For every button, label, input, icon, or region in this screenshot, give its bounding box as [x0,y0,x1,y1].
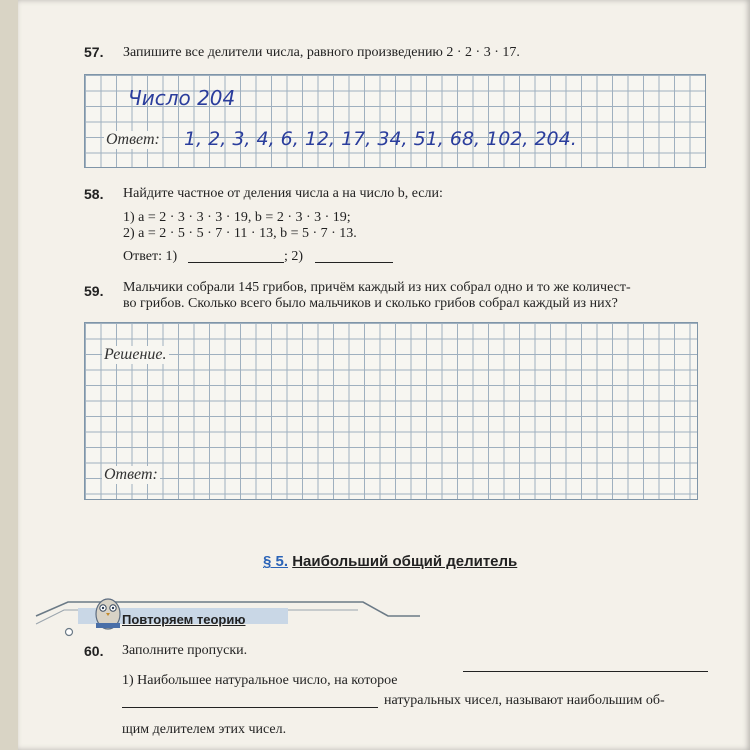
problem-58-line1: 1) a = 2 · 3 · 3 · 3 · 19, b = 2 · 3 · 3 · 19; [123,210,351,225]
problem-60-text: Заполните пропуски. [122,643,248,658]
problem-59-text-line2: во грибов. Сколько всего было мальчиков и сколько грибов собрал каждый из них? [123,296,618,311]
fill-blank-2[interactable] [122,707,378,708]
problem-58-number: 58. [84,186,104,202]
problem-58-answer-separator: ; 2) [284,249,304,264]
problem-58-answer-prefix: Ответ: 1) [123,249,178,264]
problem-60-line3: щим делителем этих чисел. [122,722,287,737]
fill-blank-1[interactable] [463,671,708,672]
problem-58-text: Найдите частное от деления числа a на число b, если: [123,186,443,201]
problem-57-text: Запишите все делители числа, равного произведению 2 · 2 · 3 · 17. [123,45,520,60]
problem-60-number: 60. [84,643,104,659]
problem-59-answer-label: Ответ: [104,466,158,483]
problem-59-grid [84,322,698,500]
solution-label: Решение. [104,346,167,363]
answer-blank-1[interactable] [188,262,284,263]
handwritten-answer: 1, 2, 3, 4, 6, 12, 17, 34, 51, 68, 102, 204. [184,128,577,150]
problem-59-number: 59. [84,283,104,299]
problem-57-answer-label: Ответ: [106,131,160,148]
theory-banner-title: Повторяем теорию [122,612,246,627]
section-heading [263,553,517,570]
handwritten-number: Число 204 [128,86,236,110]
problem-57-number: 57. [84,44,104,60]
workbook-page [18,0,750,750]
problem-59-text-line1: Мальчики собрали 145 грибов, причём каждый из них собрал одно и то же количест- [123,280,631,295]
problem-58-line2: 2) a = 2 · 5 · 5 · 7 · 11 · 13, b = 5 · 7 · 13. [123,226,357,241]
problem-60-line2: натуральных чисел, называют наибольшим об- [384,693,665,708]
section-sign: § 5. [263,553,289,570]
section-title: Наибольший общий делитель [292,553,518,570]
problem-60-line1: 1) Наибольшее натуральное число, на которое [122,673,398,688]
answer-blank-2[interactable] [315,262,393,263]
